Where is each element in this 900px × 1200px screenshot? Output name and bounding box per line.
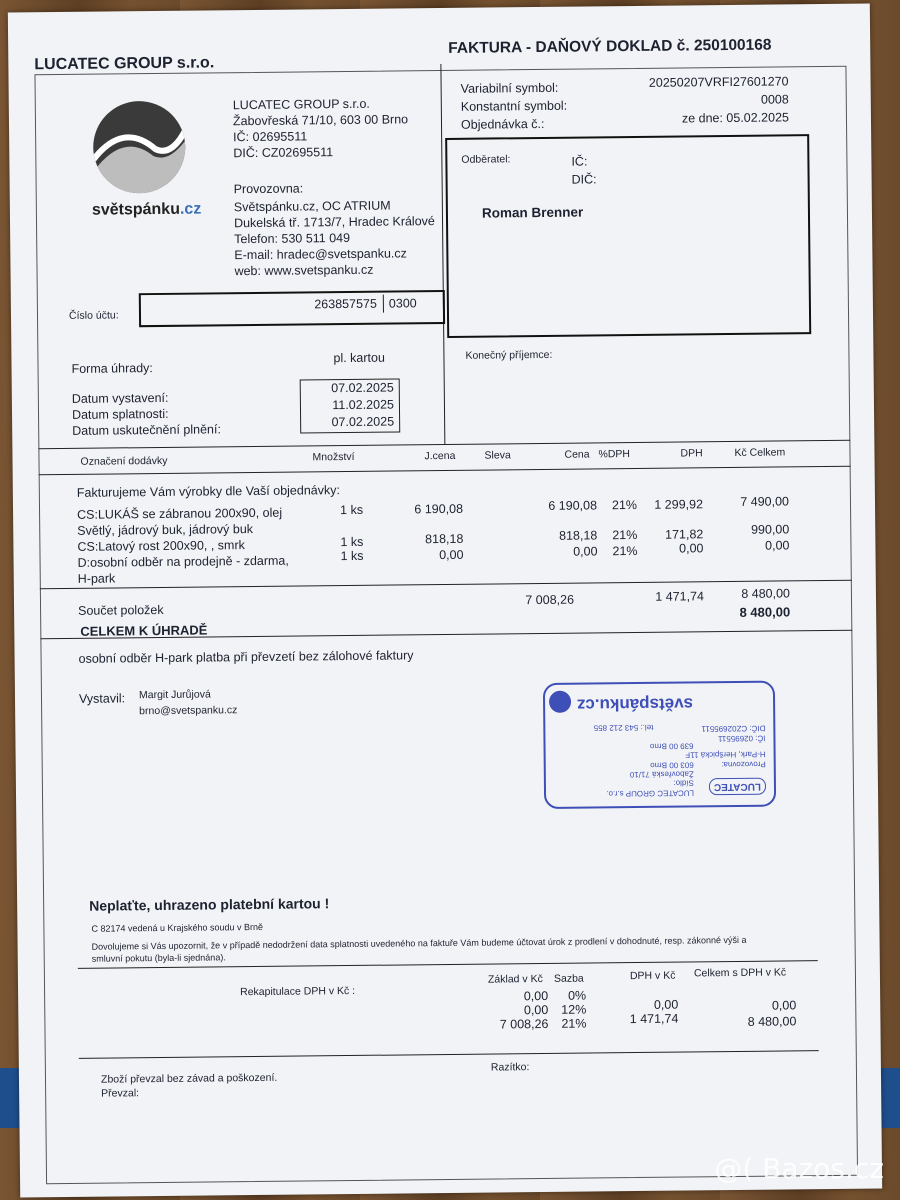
issued-label: Datum vystavení: bbox=[71, 390, 169, 406]
branch-label: Provozovna: bbox=[233, 181, 304, 197]
issuer-email: brno@svetspanku.cz bbox=[139, 704, 238, 718]
due-date: 11.02.2025 bbox=[332, 397, 395, 413]
account-number: 263857575 bbox=[314, 296, 377, 312]
customer-ic-label: IČ: bbox=[571, 154, 588, 169]
recap-col-rate: Sazba bbox=[553, 972, 584, 985]
issuer-name: Margit Jurůjová bbox=[138, 688, 211, 702]
customer-name: Roman Brenner bbox=[481, 204, 584, 221]
sum-vat: 1 471,74 bbox=[655, 589, 705, 604]
supplier-name: LUCATEC GROUP s.r.o. bbox=[232, 96, 370, 113]
recap-rate: 21% bbox=[561, 1016, 587, 1031]
recap-label: Rekapitulace DPH v Kč : bbox=[240, 984, 356, 999]
logo-wordmark: světspánku.cz bbox=[91, 200, 202, 219]
customer-label: Odběratel: bbox=[461, 153, 511, 166]
col-quantity: Množství bbox=[312, 450, 355, 464]
invoice-title: FAKTURA - DAŇOVÝ DOKLAD č. 250100168 bbox=[448, 36, 772, 57]
recap-total: 8 480,00 bbox=[747, 1014, 797, 1029]
recap-base: 7 008,26 bbox=[499, 1016, 549, 1032]
payment-note: osobní odběr H-park platba při převzetí bez zálohové faktury bbox=[78, 648, 414, 666]
row-vat: 171,82 bbox=[665, 527, 704, 542]
due-label: Datum splatnosti: bbox=[71, 406, 169, 422]
order-label: Objednávka č.: bbox=[460, 116, 545, 132]
svetspanku-logo-icon bbox=[93, 101, 186, 194]
constant-symbol-value: 0008 bbox=[760, 92, 789, 107]
issuer-label: Vystavil: bbox=[78, 691, 126, 706]
constant-symbol-label: Konstantní symbol: bbox=[460, 98, 568, 114]
legal-text-1: Dovolujeme si Vás upozornit, že v případě nedodržení data splatnosti uvedeného na faktuře Vám budeme účtovat úrok z prodlení v dohodnuté, resp. zákonné výši a bbox=[91, 934, 747, 952]
row-price: 6 190,08 bbox=[548, 498, 598, 513]
taxable-date: 07.02.2025 bbox=[331, 414, 395, 430]
branch-address: Dukelská tř. 1713/7, Hradec Králové bbox=[233, 214, 435, 231]
pay-label: CELKEM K ÚHRADĚ bbox=[80, 622, 208, 639]
paid-notice: Neplaťte, uhrazeno platební kartou ! bbox=[89, 895, 330, 914]
bazos-watermark: @( Bazos.cz bbox=[714, 1152, 884, 1185]
customer-dic-label: DIČ: bbox=[571, 172, 597, 187]
stamp-line-10: tel.: 543 212 855 bbox=[593, 722, 654, 733]
stamp-line-6: H-Park, Heršpická 11F bbox=[685, 749, 766, 760]
branch-phone: Telefon: 530 511 049 bbox=[234, 230, 351, 247]
sum-total: 8 480,00 bbox=[741, 586, 791, 601]
received-by-label: Převzal: bbox=[101, 1087, 140, 1100]
col-total: Kč Celkem bbox=[734, 446, 786, 459]
row-price: 818,18 bbox=[559, 528, 598, 543]
row-vat-rate: 21% bbox=[612, 527, 638, 543]
recap-total: 0,00 bbox=[771, 998, 797, 1013]
taxable-label: Datum uskutečnění plnění: bbox=[72, 422, 221, 438]
stamp-line-2: Sídlo: bbox=[673, 778, 694, 788]
stamp-line-1: LUCATEC GROUP s.r.o. bbox=[606, 788, 695, 799]
row-unit-price: 0,00 bbox=[439, 547, 464, 563]
account-divider bbox=[383, 295, 384, 313]
stamp-brand: světspánku.cz bbox=[576, 694, 694, 715]
sum-label: Součet položek bbox=[78, 602, 164, 618]
row-total: 990,00 bbox=[750, 522, 790, 537]
variable-symbol-label: Variabilní symbol: bbox=[460, 80, 559, 96]
company-header: LUCATEC GROUP s.r.o. bbox=[34, 54, 215, 74]
legal-text-2: smluvní pokutu (byla-li sjednána). bbox=[91, 952, 226, 964]
payment-label: Forma úhrady: bbox=[71, 361, 153, 376]
row-total: 0,00 bbox=[765, 538, 790, 553]
row-qty: 1 ks bbox=[340, 548, 364, 564]
stamp-line-5: Provozovna: bbox=[721, 759, 766, 770]
row-price: 0,00 bbox=[573, 544, 598, 559]
variable-symbol-value: 20250207VRFI27601270 bbox=[648, 74, 789, 90]
stamp-label: Razítko: bbox=[490, 1061, 530, 1074]
row-description: CS:LUKÁŠ se zábranou 200x90, olej bbox=[77, 505, 283, 522]
row-qty: 1 ks bbox=[340, 534, 364, 550]
company-stamp bbox=[543, 681, 776, 809]
sum-price: 7 008,26 bbox=[525, 592, 575, 608]
col-description: Označení dodávky bbox=[80, 454, 168, 468]
branch-web: web: www.svetspanku.cz bbox=[234, 262, 374, 279]
recap-vat: 0,00 bbox=[653, 997, 679, 1012]
recap-base: 0,00 bbox=[523, 1002, 549, 1018]
row-vat: 1 299,92 bbox=[654, 497, 704, 512]
supplier-ic: IČ: 02695511 bbox=[233, 129, 308, 145]
row-unit-price: 6 190,08 bbox=[414, 501, 464, 517]
recap-rate: 0% bbox=[567, 988, 587, 1003]
stamp-line-7: 639 00 Brno bbox=[649, 741, 694, 751]
row-vat: 0,00 bbox=[679, 541, 704, 556]
stamp-line-3: Žabovřeská 71/10 bbox=[629, 769, 694, 780]
issued-date: 07.02.2025 bbox=[331, 380, 394, 396]
bank-code: 0300 bbox=[388, 296, 417, 311]
row-description-2: Světlý, jádrový buk, jádrový buk bbox=[77, 522, 254, 538]
table-intro: Fakturujeme Vám výrobky dle Vaší objednávky: bbox=[76, 483, 341, 500]
invoice-sheet bbox=[8, 4, 882, 1198]
row-total: 7 490,00 bbox=[740, 494, 790, 509]
row-description: CS:Latový rost 200x90, , smrk bbox=[77, 538, 245, 554]
account-label: Číslo účtu: bbox=[68, 309, 119, 322]
recap-col-vat: DPH v Kč bbox=[629, 969, 676, 983]
goods-received-note: Zboží převzal bez závad a poškození. bbox=[100, 1071, 278, 1086]
col-vat: DPH bbox=[680, 447, 703, 460]
row-description: D:osobní odběr na prodejně - zdarma, bbox=[77, 553, 289, 570]
row-unit-price: 818,18 bbox=[425, 531, 464, 547]
recap-col-base: Základ v Kč bbox=[487, 972, 543, 986]
pay-total: 8 480,00 bbox=[739, 604, 791, 620]
stamp-logo: LUCATEC bbox=[709, 778, 766, 796]
stamp-logo-icon bbox=[549, 691, 571, 713]
final-recipient-label: Konečný příjemce: bbox=[465, 348, 553, 362]
recap-base: 0,00 bbox=[523, 988, 549, 1004]
supplier-dic: DIČ: CZ02695511 bbox=[233, 145, 334, 161]
branch-email: E-mail: hradec@svetspanku.cz bbox=[234, 246, 407, 263]
stamp-line-9: DIČ: CZ02695511 bbox=[701, 723, 766, 734]
recap-vat: 1 471,74 bbox=[629, 1011, 679, 1027]
recap-col-total: Celkem s DPH v Kč bbox=[693, 966, 787, 980]
col-unit-price: J.cena bbox=[424, 449, 456, 463]
stamp-line-8: IČ: 02695511 bbox=[717, 733, 766, 744]
supplier-address: Žabovřeská 71/10, 603 00 Brno bbox=[232, 112, 409, 129]
row-description-2: H-park bbox=[77, 571, 116, 586]
row-qty: 1 ks bbox=[340, 502, 364, 518]
col-price: Cena bbox=[564, 448, 590, 461]
order-date: ze dne: 05.02.2025 bbox=[681, 110, 790, 126]
row-vat-rate: 21% bbox=[611, 497, 638, 513]
col-vat-rate: %DPH bbox=[598, 448, 631, 461]
row-vat-rate: 21% bbox=[612, 543, 638, 559]
payment-value: pl. kartou bbox=[333, 350, 385, 366]
recap-rate: 12% bbox=[561, 1002, 587, 1017]
stamp-line-4: 603 00 Brno bbox=[650, 760, 694, 770]
col-discount: Sleva bbox=[484, 449, 511, 462]
registry-note: C 82174 vedená u Krajského soudu v Brně bbox=[91, 921, 264, 934]
branch-name: Světspánku.cz, OC ATRIUM bbox=[233, 198, 391, 215]
